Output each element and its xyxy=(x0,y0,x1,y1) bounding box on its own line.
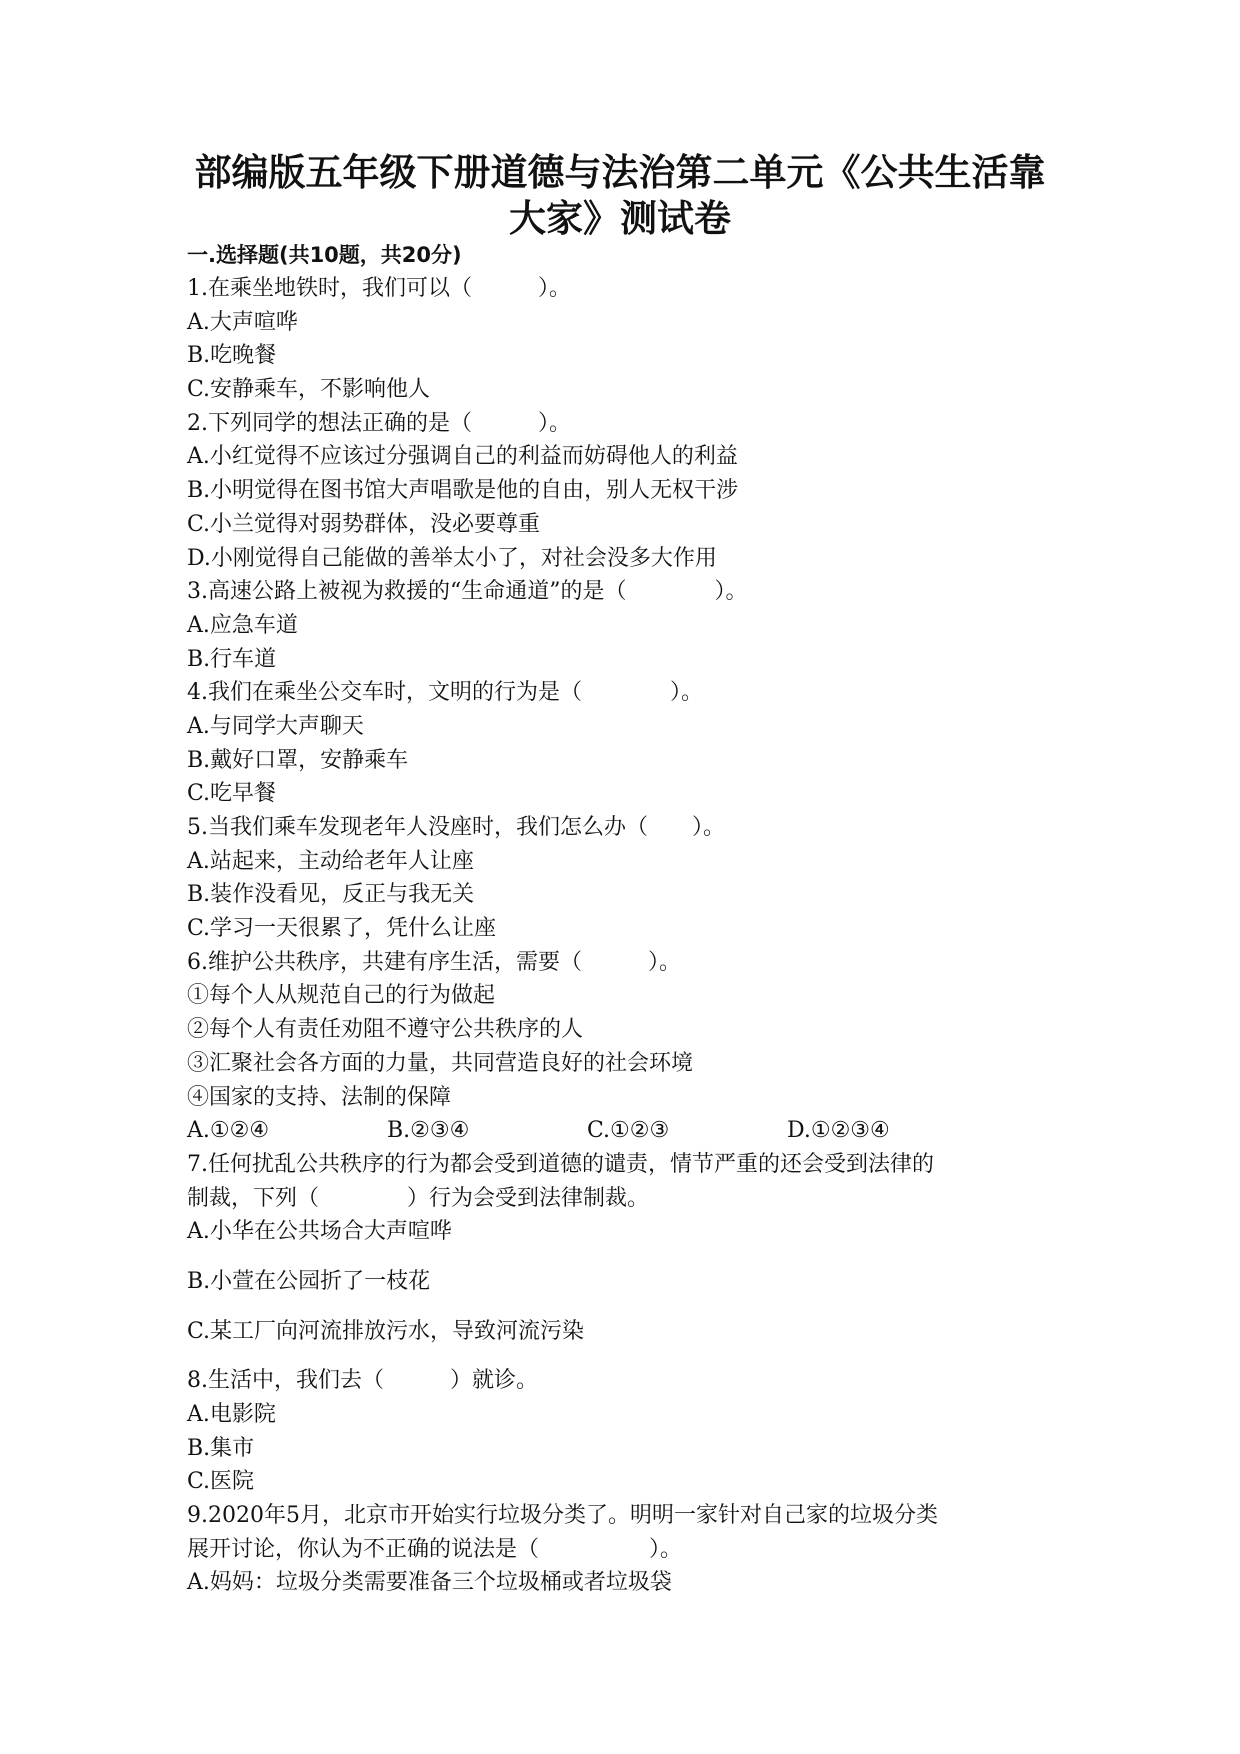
answer-option: A.小华在公共场合大声喧哗 xyxy=(187,1219,452,1245)
answer-option: C.①②③ xyxy=(587,1118,670,1144)
question-1 xyxy=(187,272,1067,407)
answer-option: C.小兰觉得对弱势群体，没必要尊重 xyxy=(187,511,541,537)
question-6 xyxy=(187,946,1067,1148)
answer-option: A.妈妈：垃圾分类需要准备三个垃圾桶或者垃圾袋 xyxy=(187,1570,672,1596)
question-stem: 3.高速公路上被视为救援的“生命通道”的是（ ）。 xyxy=(187,579,748,605)
question-5 xyxy=(187,811,1067,946)
answer-option: A.应急车道 xyxy=(187,612,298,638)
document-title xyxy=(150,150,1090,242)
answer-option: C.吃早餐 xyxy=(187,781,277,807)
question-text-line: ②每个人有责任劝阻不遵守公共秩序的人 xyxy=(187,1017,584,1043)
answer-option: B.戴好口罩，安静乘车 xyxy=(187,747,409,773)
answer-option: A.①②④ xyxy=(187,1118,270,1144)
answer-option: C.学习一天很累了，凭什么让座 xyxy=(187,916,497,942)
answer-option: C.安静乘车，不影响他人 xyxy=(187,377,431,403)
question-text-line: ④国家的支持、法制的保障 xyxy=(187,1084,452,1110)
answer-option: A.站起来，主动给老年人让座 xyxy=(187,848,474,874)
question-text-line: 展开讨论，你认为不正确的说法是（ ）。 xyxy=(187,1536,683,1562)
answer-option: A.与同学大声聊天 xyxy=(187,713,364,739)
answer-option: D.小刚觉得自己能做的善举太小了，对社会没多大作用 xyxy=(187,545,717,571)
question-4 xyxy=(187,676,1067,811)
question-text-line: ①每个人从规范自己的行为做起 xyxy=(187,983,496,1009)
section-heading: 一.选择题(共10题，共20分) xyxy=(187,243,462,267)
question-8 xyxy=(187,1364,1067,1499)
question-stem: 2.下列同学的想法正确的是（ ）。 xyxy=(187,410,571,436)
answer-option: A.电影院 xyxy=(187,1402,276,1427)
question-7 xyxy=(187,1148,1067,1348)
answer-option: C.某工厂向河流排放污水，导致河流污染 xyxy=(187,1318,585,1344)
answer-option: B.行车道 xyxy=(187,646,277,672)
question-stem: 8.生活中，我们去（ ）就诊。 xyxy=(187,1368,538,1394)
answer-option: B.装作没看见，反正与我无关 xyxy=(187,882,475,908)
question-9 xyxy=(187,1499,1067,1600)
exam-content xyxy=(187,238,1067,1600)
question-stem: 9.2020年5月，北京市开始实行垃圾分类了。明明一家针对自己家的垃圾分类 xyxy=(187,1503,938,1529)
question-stem: 5.当我们乘车发现老年人没座时，我们怎么办（ ）。 xyxy=(187,815,725,840)
answer-option: B.集市 xyxy=(187,1435,255,1461)
question-3 xyxy=(187,575,1067,676)
answer-option: B.小明觉得在图书馆大声唱歌是他的自由，别人无权干涉 xyxy=(187,478,739,504)
answer-option: B.吃晚餐 xyxy=(187,343,277,369)
answer-option: A.小红觉得不应该过分强调自己的利益而妨碍他人的利益 xyxy=(187,444,738,470)
answer-option: C.医院 xyxy=(187,1469,255,1495)
answer-option-row xyxy=(187,1114,1067,1148)
question-list xyxy=(187,272,1067,1600)
question-stem: 6.维护公共秩序，共建有序生活，需要（ ）。 xyxy=(187,949,681,975)
answer-option: B.小萱在公园折了一枝花 xyxy=(187,1268,431,1294)
question-stem: 4.我们在乘坐公交车时，文明的行为是（ ）。 xyxy=(187,680,703,706)
title-line-1: 部编版五年级下册道德与法治第二单元《公共生活靠 xyxy=(194,151,1046,194)
question-stem: 7.任何扰乱公共秩序的行为都会受到道德的谴责，情节严重的还会受到法律的 xyxy=(187,1151,934,1177)
question-stem: 1.在乘坐地铁时，我们可以（ ）。 xyxy=(187,276,571,301)
answer-option: B.②③④ xyxy=(387,1118,470,1144)
question-text-line: ③汇聚社会各方面的力量，共同营造良好的社会环境 xyxy=(187,1050,694,1076)
question-text-line: 制裁，下列（ ）行为会受到法律制裁。 xyxy=(187,1185,650,1211)
question-2 xyxy=(187,407,1067,575)
answer-option: A.大声喧哗 xyxy=(187,309,298,335)
answer-option: D.①②③④ xyxy=(787,1118,890,1144)
title-line-2: 大家》测试卷 xyxy=(509,197,731,240)
